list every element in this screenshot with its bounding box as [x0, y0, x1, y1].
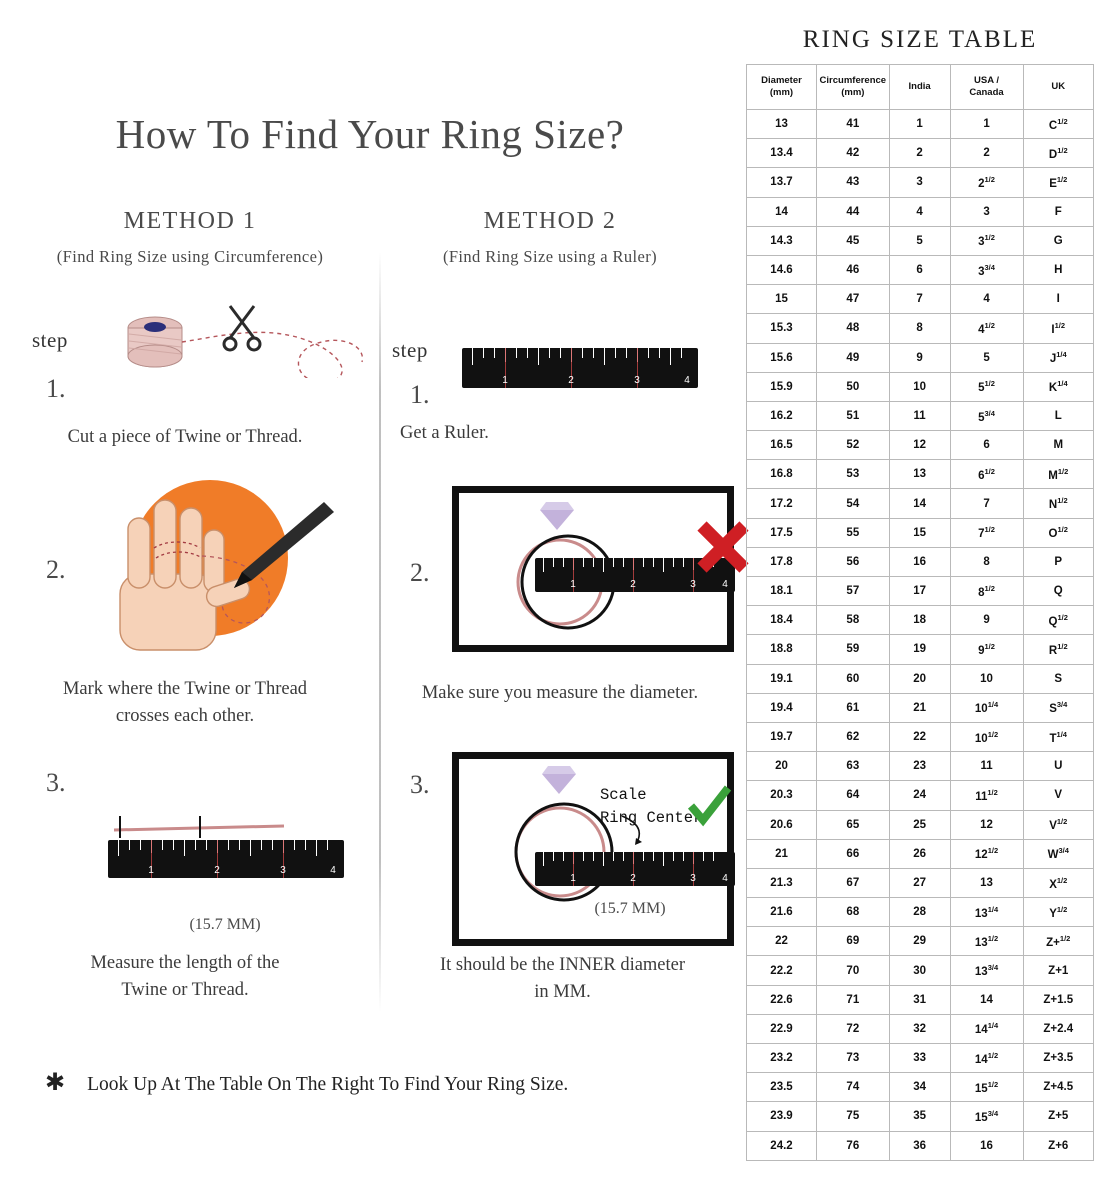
cell-india: 33 — [889, 1044, 950, 1073]
table-row — [747, 1044, 1094, 1073]
cell-india: 15 — [889, 518, 950, 547]
method-2-step-1-caption: Get a Ruler. — [400, 423, 489, 443]
cell-circumference: 55 — [817, 518, 890, 547]
cell-diameter: 18.1 — [747, 577, 817, 606]
cell-india: 9 — [889, 343, 950, 372]
cell-uk: $J^{1/4}$ — [1023, 343, 1094, 372]
table-row — [747, 781, 1094, 810]
scale-ring-center-annotation: Scale Ring Center — [600, 786, 703, 828]
cell-usa-canada: $14^{1/4}$ — [950, 1014, 1023, 1043]
table-row — [747, 956, 1094, 985]
cell-uk: $O^{1/2}$ — [1023, 518, 1094, 547]
twine-and-scissors-illustration — [110, 296, 370, 378]
cell-india: 24 — [889, 781, 950, 810]
table-row — [747, 1014, 1094, 1043]
cell-circumference: 59 — [817, 635, 890, 664]
table-row — [747, 547, 1094, 576]
ruler-number: 4 — [684, 375, 690, 386]
cell-circumference: 45 — [817, 226, 890, 255]
table-header-row — [747, 65, 1094, 110]
table-row — [747, 664, 1094, 693]
cell-usa-canada: 4 — [950, 285, 1023, 314]
diamond-icon — [542, 766, 576, 794]
cell-circumference: 74 — [817, 1073, 890, 1102]
cell-circumference: 54 — [817, 489, 890, 518]
cell-uk: L — [1023, 401, 1094, 430]
cell-india: 36 — [889, 1131, 950, 1160]
cell-uk: $R^{1/2}$ — [1023, 635, 1094, 664]
cell-diameter: 13.7 — [747, 168, 817, 197]
cell-usa-canada: $11^{1/2}$ — [950, 781, 1023, 810]
cell-uk: Z+$^{1/2}$ — [1023, 927, 1094, 956]
cell-circumference: 50 — [817, 372, 890, 401]
cell-uk: $Q^{1/2}$ — [1023, 606, 1094, 635]
method-1-step-2-caption: Mark where the Twine or Thread crosses each other. — [62, 679, 308, 726]
cell-circumference: 69 — [817, 927, 890, 956]
ruler-number: 1 — [148, 865, 154, 876]
ruler-method1 — [108, 840, 344, 878]
cell-india: 13 — [889, 460, 950, 489]
cell-diameter: 16.2 — [747, 401, 817, 430]
cell-circumference: 43 — [817, 168, 890, 197]
cell-india: 1 — [889, 110, 950, 139]
ring-size-table — [746, 64, 1094, 1161]
cell-usa-canada: $13^{1/2}$ — [950, 927, 1023, 956]
cell-uk: Z+1 — [1023, 956, 1094, 985]
cell-uk: $M^{1/2}$ — [1023, 460, 1094, 489]
cell-diameter: 17.5 — [747, 518, 817, 547]
method-2-block — [370, 208, 730, 267]
ring-size-table-panel — [740, 0, 1100, 1200]
cell-diameter: 22.6 — [747, 985, 817, 1014]
cell-uk: $V^{1/2}$ — [1023, 810, 1094, 839]
cell-uk: $I^{1/2}$ — [1023, 314, 1094, 343]
ruler-number: 1 — [570, 579, 576, 590]
method-2-subtitle: (Find Ring Size using a Ruler) — [442, 247, 658, 266]
table-row — [747, 1073, 1094, 1102]
cell-usa-canada: 2 — [950, 139, 1023, 168]
cell-uk: $E^{1/2}$ — [1023, 168, 1094, 197]
ruler-number: 3 — [280, 865, 286, 876]
table-row — [747, 985, 1094, 1014]
cell-usa-canada: $15^{1/2}$ — [950, 1073, 1023, 1102]
cell-usa-canada: 12 — [950, 810, 1023, 839]
cell-usa-canada: 9 — [950, 606, 1023, 635]
cell-diameter: 14.6 — [747, 255, 817, 284]
cell-diameter: 22 — [747, 927, 817, 956]
method-1-subtitle: (Find Ring Size using Circumference) — [56, 247, 324, 266]
ruler-number: 4 — [722, 873, 728, 884]
cell-uk: H — [1023, 255, 1094, 284]
table-row — [747, 577, 1094, 606]
cell-india: 23 — [889, 752, 950, 781]
cell-circumference: 64 — [817, 781, 890, 810]
ruler-number: 3 — [690, 873, 696, 884]
ruler-number: 4 — [722, 579, 728, 590]
table-row — [747, 401, 1094, 430]
cell-diameter: 20.3 — [747, 781, 817, 810]
cell-usa-canada: $15^{3/4}$ — [950, 1102, 1023, 1131]
cell-circumference: 58 — [817, 606, 890, 635]
method-2-step-2-caption: Make sure you measure the diameter. — [421, 683, 699, 703]
method-2-step-1-number: 1. — [410, 380, 430, 409]
cell-circumference: 44 — [817, 197, 890, 226]
cell-circumference: 63 — [817, 752, 890, 781]
cell-uk: Z+5 — [1023, 1102, 1094, 1131]
cell-usa-canada: 14 — [950, 985, 1023, 1014]
cell-circumference: 53 — [817, 460, 890, 489]
method-2-step-2-number: 2. — [410, 558, 430, 587]
cell-usa-canada: $7^{1/2}$ — [950, 518, 1023, 547]
table-row — [747, 722, 1094, 751]
cell-india: 4 — [889, 197, 950, 226]
cell-usa-canada: 8 — [950, 547, 1023, 576]
method-2-step-word: step — [392, 338, 428, 362]
ruler-number: 1 — [570, 873, 576, 884]
cell-india: 27 — [889, 868, 950, 897]
table-row — [747, 226, 1094, 255]
cell-india: 6 — [889, 255, 950, 284]
cell-circumference: 42 — [817, 139, 890, 168]
cell-circumference: 57 — [817, 577, 890, 606]
cell-diameter: 23.5 — [747, 1073, 817, 1102]
cell-diameter: 21.3 — [747, 868, 817, 897]
table-row — [747, 197, 1094, 226]
cell-circumference: 70 — [817, 956, 890, 985]
cell-circumference: 47 — [817, 285, 890, 314]
cell-usa-canada: $4^{1/2}$ — [950, 314, 1023, 343]
table-row — [747, 635, 1094, 664]
cell-india: 21 — [889, 693, 950, 722]
table-row — [747, 255, 1094, 284]
cell-diameter: 23.9 — [747, 1102, 817, 1131]
cell-circumference: 61 — [817, 693, 890, 722]
table-row — [747, 431, 1094, 460]
cell-usa-canada: $3^{3/4}$ — [950, 255, 1023, 284]
cell-diameter: 24.2 — [747, 1131, 817, 1160]
cell-circumference: 73 — [817, 1044, 890, 1073]
cell-india: 32 — [889, 1014, 950, 1043]
right-check-icon — [686, 782, 732, 828]
table-row — [747, 927, 1094, 956]
cell-uk: Q — [1023, 577, 1094, 606]
method-1-measurement-label: (15.7 MM) — [189, 916, 261, 933]
cell-diameter: 13.4 — [747, 139, 817, 168]
cell-usa-canada: $12^{1/2}$ — [950, 839, 1023, 868]
scissors-icon — [224, 306, 260, 350]
table-row — [747, 314, 1094, 343]
method-1-step-1-number: 1. — [46, 374, 66, 403]
column-header-usa-canada: USA / Canada — [950, 65, 1023, 110]
method-2-step-3-number: 3. — [410, 770, 430, 799]
cell-circumference: 67 — [817, 868, 890, 897]
method-1-step-3-number: 3. — [46, 768, 66, 797]
cell-uk: V — [1023, 781, 1094, 810]
cell-diameter: 17.8 — [747, 547, 817, 576]
method-2-step-3-caption: It should be the INNER diameter in MM. — [439, 955, 686, 1002]
cell-usa-canada: $2^{1/2}$ — [950, 168, 1023, 197]
cell-usa-canada: $5^{3/4}$ — [950, 401, 1023, 430]
cell-circumference: 60 — [817, 664, 890, 693]
cell-diameter: 18.4 — [747, 606, 817, 635]
cell-circumference: 76 — [817, 1131, 890, 1160]
ruler-number: 1 — [502, 375, 508, 386]
cell-india: 2 — [889, 139, 950, 168]
cell-india: 7 — [889, 285, 950, 314]
cell-diameter: 18.8 — [747, 635, 817, 664]
cell-usa-canada: 16 — [950, 1131, 1023, 1160]
cell-usa-canada: 5 — [950, 343, 1023, 372]
cell-india: 16 — [889, 547, 950, 576]
cell-diameter: 19.7 — [747, 722, 817, 751]
cell-circumference: 41 — [817, 110, 890, 139]
cell-usa-canada: $5^{1/2}$ — [950, 372, 1023, 401]
cell-diameter: 19.4 — [747, 693, 817, 722]
cell-india: 5 — [889, 226, 950, 255]
cell-diameter: 21.6 — [747, 898, 817, 927]
cell-diameter: 15.3 — [747, 314, 817, 343]
cell-india: 30 — [889, 956, 950, 985]
cell-india: 8 — [889, 314, 950, 343]
ruler-method2-step3 — [535, 852, 735, 886]
cell-uk: Z+1.5 — [1023, 985, 1094, 1014]
cell-circumference: 68 — [817, 898, 890, 927]
cell-uk: $X^{1/2}$ — [1023, 868, 1094, 897]
footnote-text: Look Up At The Table On The Right To Find Your Ring Size. — [87, 1074, 569, 1095]
cell-circumference: 46 — [817, 255, 890, 284]
cell-uk: Z+3.5 — [1023, 1044, 1094, 1073]
cell-circumference: 56 — [817, 547, 890, 576]
table-row — [747, 1131, 1094, 1160]
cell-india: 22 — [889, 722, 950, 751]
cell-uk: $N^{1/2}$ — [1023, 489, 1094, 518]
table-row — [747, 518, 1094, 547]
measured-thread-illustration — [108, 808, 288, 840]
cell-india: 17 — [889, 577, 950, 606]
cell-circumference: 65 — [817, 810, 890, 839]
cell-india: 34 — [889, 1073, 950, 1102]
column-header-uk: UK — [1023, 65, 1094, 110]
footnote — [45, 1068, 725, 1097]
cell-india: 14 — [889, 489, 950, 518]
cell-diameter: 13 — [747, 110, 817, 139]
cell-diameter: 23.2 — [747, 1044, 817, 1073]
table-row — [747, 343, 1094, 372]
table-row — [747, 693, 1094, 722]
cell-diameter: 15.9 — [747, 372, 817, 401]
method-1-block — [10, 208, 370, 267]
cell-uk: Z+6 — [1023, 1131, 1094, 1160]
cell-india: 20 — [889, 664, 950, 693]
cell-diameter: 14.3 — [747, 226, 817, 255]
cell-circumference: 66 — [817, 839, 890, 868]
cell-circumference: 51 — [817, 401, 890, 430]
cell-diameter: 16.5 — [747, 431, 817, 460]
cell-uk: Z+2.4 — [1023, 1014, 1094, 1043]
table-row — [747, 285, 1094, 314]
cell-diameter: 15.6 — [747, 343, 817, 372]
table-row — [747, 372, 1094, 401]
method-1-step-3-caption: Measure the length of the Twine or Thread. — [90, 953, 280, 1000]
cell-uk: I — [1023, 285, 1094, 314]
table-title: RING SIZE TABLE — [802, 26, 1038, 53]
cell-diameter: 16.8 — [747, 460, 817, 489]
table-row — [747, 110, 1094, 139]
table-row — [747, 1102, 1094, 1131]
page-title: How To Find Your Ring Size? — [115, 111, 625, 157]
table-row — [747, 839, 1094, 868]
cell-india: 18 — [889, 606, 950, 635]
table-row — [747, 489, 1094, 518]
cell-india: 35 — [889, 1102, 950, 1131]
table-body — [747, 110, 1094, 1161]
cell-india: 28 — [889, 898, 950, 927]
cell-diameter: 20.6 — [747, 810, 817, 839]
method-1-step-2-number: 2. — [46, 555, 66, 584]
cell-usa-canada: 11 — [950, 752, 1023, 781]
method-1-title: METHOD 1 — [123, 208, 257, 234]
cell-usa-canada: $9^{1/2}$ — [950, 635, 1023, 664]
cell-usa-canada: $8^{1/2}$ — [950, 577, 1023, 606]
cell-india: 25 — [889, 810, 950, 839]
column-header-diameter: Diameter (mm) — [747, 65, 817, 110]
table-row — [747, 606, 1094, 635]
cell-india: 12 — [889, 431, 950, 460]
cell-diameter: 22.9 — [747, 1014, 817, 1043]
cell-uk: P — [1023, 547, 1094, 576]
asterisk-icon: ✱ — [45, 1070, 66, 1096]
cell-circumference: 72 — [817, 1014, 890, 1043]
ruler-number: 3 — [634, 375, 640, 386]
table-row — [747, 752, 1094, 781]
cell-diameter: 17.2 — [747, 489, 817, 518]
ruler-number: 2 — [568, 375, 574, 386]
cell-usa-canada: 6 — [950, 431, 1023, 460]
cell-usa-canada: $10^{1/2}$ — [950, 722, 1023, 751]
cell-diameter: 14 — [747, 197, 817, 226]
cell-india: 11 — [889, 401, 950, 430]
cell-circumference: 71 — [817, 985, 890, 1014]
diamond-icon — [540, 502, 574, 530]
cell-uk: $W^{3/4}$ — [1023, 839, 1094, 868]
cell-diameter: 22.2 — [747, 956, 817, 985]
cell-uk: M — [1023, 431, 1094, 460]
table-row — [747, 168, 1094, 197]
ruler-method2-step1 — [462, 348, 698, 388]
cell-circumference: 49 — [817, 343, 890, 372]
cell-usa-canada: $14^{1/2}$ — [950, 1044, 1023, 1073]
cell-circumference: 52 — [817, 431, 890, 460]
cell-uk: $S^{3/4}$ — [1023, 693, 1094, 722]
cell-usa-canada: $6^{1/2}$ — [950, 460, 1023, 489]
cell-usa-canada: $10^{1/4}$ — [950, 693, 1023, 722]
cell-usa-canada: 10 — [950, 664, 1023, 693]
cell-india: 26 — [889, 839, 950, 868]
cell-uk: $D^{1/2}$ — [1023, 139, 1094, 168]
cell-uk: Z+4.5 — [1023, 1073, 1094, 1102]
cell-diameter: 19.1 — [747, 664, 817, 693]
cell-usa-canada: $3^{1/2}$ — [950, 226, 1023, 255]
table-row — [747, 868, 1094, 897]
cell-usa-canada: 1 — [950, 110, 1023, 139]
cell-usa-canada: $13^{1/4}$ — [950, 898, 1023, 927]
cell-uk: $C^{1/2}$ — [1023, 110, 1094, 139]
column-header-circumference: Circumference (mm) — [817, 65, 890, 110]
vertical-divider — [379, 252, 381, 1012]
method-2-measurement-label: (15.7 MM) — [594, 900, 666, 917]
table-row — [747, 139, 1094, 168]
cell-usa-canada: $13^{3/4}$ — [950, 956, 1023, 985]
cell-diameter: 15 — [747, 285, 817, 314]
cell-usa-canada: 13 — [950, 868, 1023, 897]
table-row — [747, 460, 1094, 489]
cell-uk: F — [1023, 197, 1094, 226]
cell-uk: $K^{1/4}$ — [1023, 372, 1094, 401]
cell-circumference: 62 — [817, 722, 890, 751]
cell-uk: U — [1023, 752, 1094, 781]
method-1-step-word: step — [32, 328, 68, 352]
cell-diameter: 20 — [747, 752, 817, 781]
cell-usa-canada: 3 — [950, 197, 1023, 226]
cell-uk: S — [1023, 664, 1094, 693]
ruler-number: 4 — [330, 865, 336, 876]
hand-with-thread-illustration — [92, 478, 372, 658]
method-1-step-1-caption: Cut a piece of Twine or Thread. — [67, 427, 303, 447]
cell-circumference: 48 — [817, 314, 890, 343]
cell-india: 19 — [889, 635, 950, 664]
cell-circumference: 75 — [817, 1102, 890, 1131]
cell-india: 3 — [889, 168, 950, 197]
ruler-number: 3 — [690, 579, 696, 590]
method-2-title: METHOD 2 — [483, 208, 617, 234]
cell-uk: $T^{1/4}$ — [1023, 722, 1094, 751]
ruler-number: 2 — [630, 873, 636, 884]
cell-uk: G — [1023, 226, 1094, 255]
table-row — [747, 898, 1094, 927]
ruler-number: 2 — [214, 865, 220, 876]
table-row — [747, 810, 1094, 839]
cell-uk: $Y^{1/2}$ — [1023, 898, 1094, 927]
ruler-number: 2 — [630, 579, 636, 590]
cell-usa-canada: 7 — [950, 489, 1023, 518]
cell-india: 10 — [889, 372, 950, 401]
cell-india: 29 — [889, 927, 950, 956]
cell-india: 31 — [889, 985, 950, 1014]
cell-diameter: 21 — [747, 839, 817, 868]
column-header-india: India — [889, 65, 950, 110]
